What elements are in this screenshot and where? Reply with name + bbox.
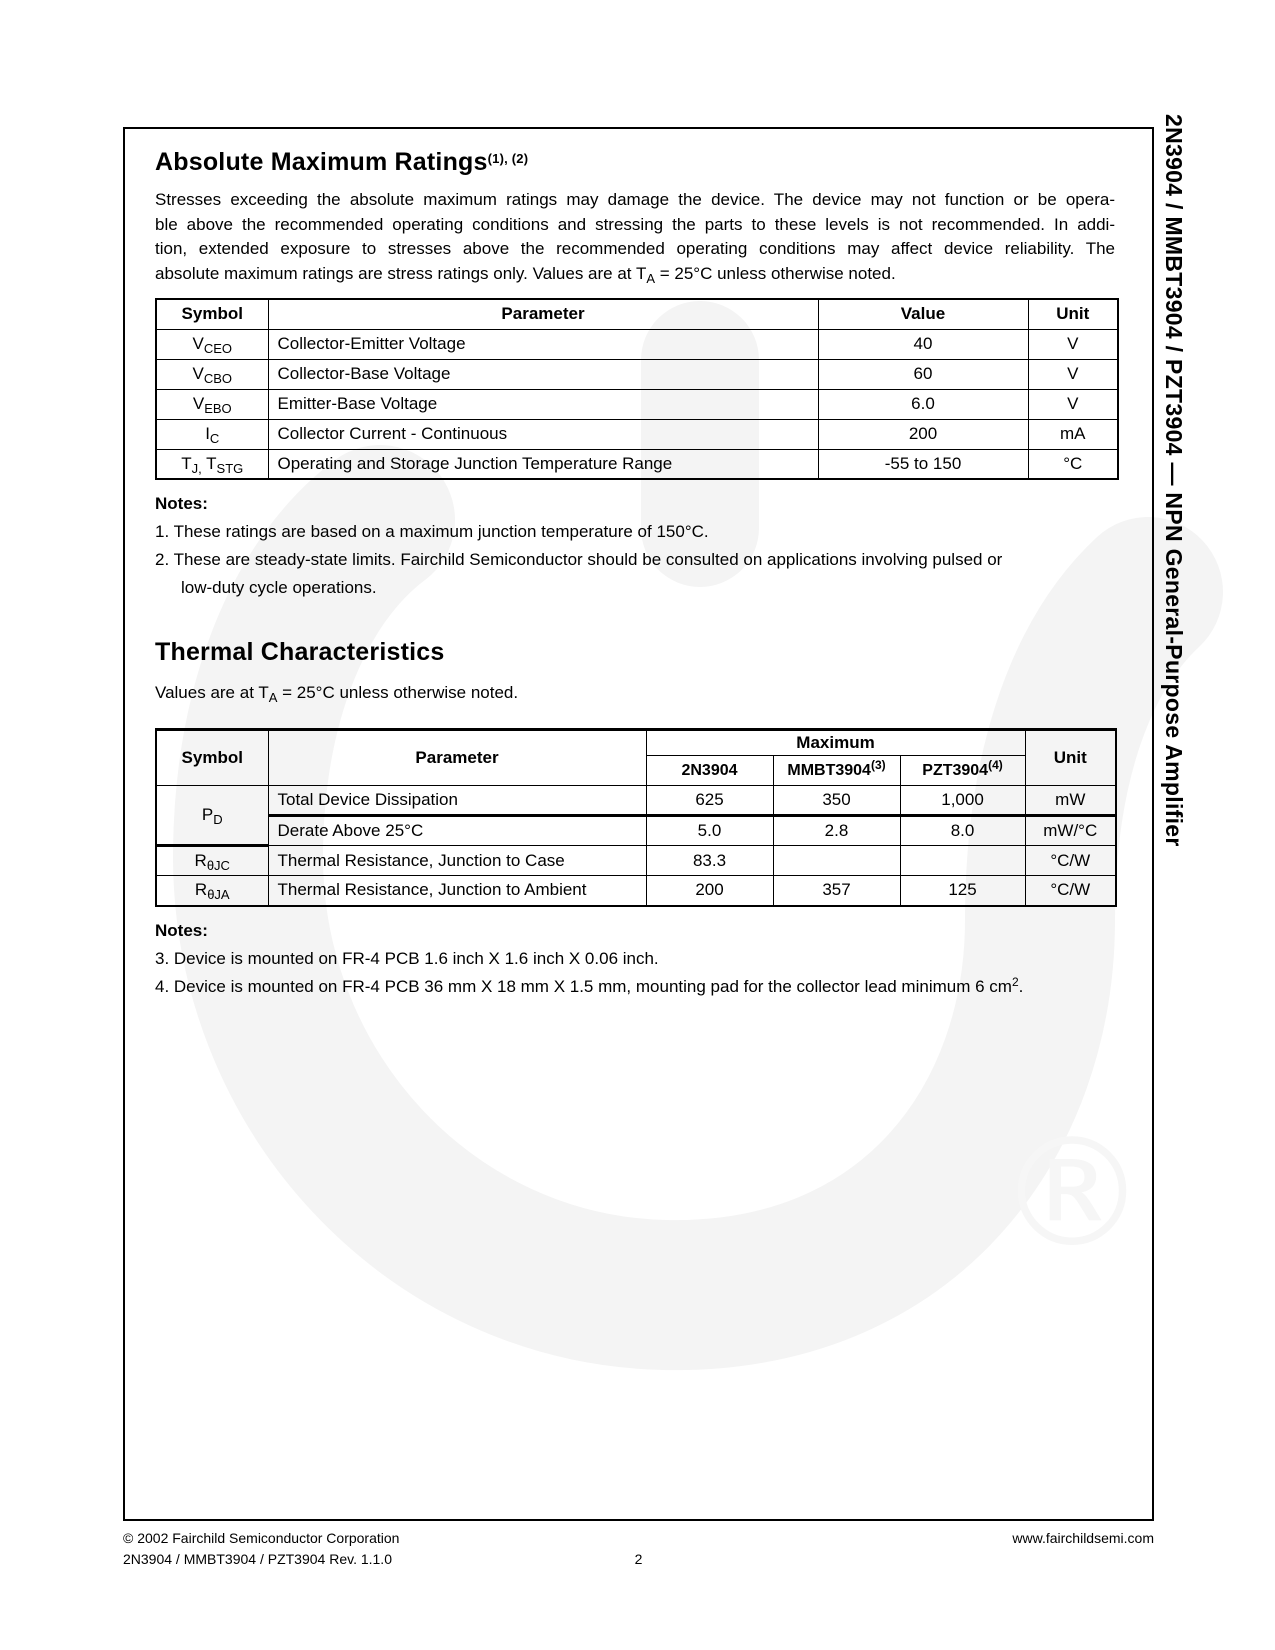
parameter-cell: Derate Above 25°C <box>268 816 646 846</box>
symbol-base: P <box>201 805 214 824</box>
col-header-pzt3904 <box>900 756 1025 786</box>
note-3: 3. Device is mounted on FR-4 PCB 1.6 inch X 1.6 inch X 0.06 inch. <box>155 948 659 968</box>
col-header-mmbt3904 <box>773 756 900 786</box>
header-text: PZT3904 <box>922 761 989 779</box>
value-cell: 5.0 <box>646 816 773 846</box>
symbol-subscript: θJA <box>207 887 230 903</box>
symbol-cell <box>156 876 268 906</box>
header-text: MMBT3904 <box>787 761 871 779</box>
unit-cell: V <box>1028 359 1118 389</box>
value-cell <box>773 846 900 876</box>
note-4 <box>155 973 1115 1001</box>
note-text: 4. Device is mounted on FR-4 PCB 36 mm X 18 mm X 1.5 mm, mounting pad for the collector lead minimum 6 cm <box>155 976 1012 996</box>
title-text: Absolute Maximum Ratings <box>155 148 488 176</box>
symbol-cell <box>156 449 268 479</box>
superscript-2: 2 <box>1011 974 1019 989</box>
content-border-box <box>123 127 1154 1521</box>
intro-line: ble above the recommended operating conditions and stressing the parts to these levels is not recommended. In addi- <box>155 214 1115 234</box>
table-header-row <box>156 299 1118 329</box>
value-cell: 1,000 <box>900 786 1025 816</box>
symbol-subscript: D <box>213 812 223 827</box>
col-header-parameter: Parameter <box>268 299 818 329</box>
thermal-intro-line <box>155 680 1115 705</box>
parameter-cell: Thermal Resistance, Junction to Case <box>268 846 646 876</box>
value-cell: 625 <box>646 786 773 816</box>
intro-text: Values are at T <box>155 683 269 702</box>
symbol-subscript: STG <box>216 460 244 476</box>
table-row <box>156 786 1116 816</box>
note-text: . <box>1018 976 1024 996</box>
value-cell: 2.8 <box>773 816 900 846</box>
col-header-parameter: Parameter <box>268 730 646 786</box>
note-reference: (4) <box>988 757 1003 772</box>
table-row <box>156 389 1118 419</box>
abs-max-intro-paragraph <box>155 188 1115 286</box>
table-row <box>156 876 1116 906</box>
col-header-maximum: Maximum <box>646 730 1025 756</box>
intro-text: = 25°C unless otherwise noted. <box>277 683 519 702</box>
symbol-base: R <box>194 851 207 870</box>
col-header-unit: Unit <box>1025 730 1116 786</box>
intro-line: Stresses exceeding the absolute maximum ratings may damage the device. The device may not function or be opera- <box>155 190 1115 209</box>
parameter-cell: Operating and Storage Junction Temperature Range <box>268 449 818 479</box>
col-header-symbol: Symbol <box>156 299 268 329</box>
intro-text: = 25°C unless otherwise noted. <box>655 263 896 283</box>
value-cell: 60 <box>818 359 1028 389</box>
value-cell: 200 <box>818 419 1028 449</box>
table-row <box>156 449 1118 479</box>
table-row <box>156 419 1118 449</box>
symbol-subscript: C <box>209 431 220 446</box>
symbol-cell <box>156 329 268 359</box>
footer-row-top <box>123 1528 1154 1549</box>
thermal-characteristics-table <box>155 728 1117 907</box>
symbol-subscript: J, <box>191 460 202 476</box>
unit-cell: V <box>1028 329 1118 359</box>
thermal-notes-label: Notes: <box>155 920 208 940</box>
value-cell: 40 <box>818 329 1028 359</box>
table-row <box>156 329 1118 359</box>
col-header-symbol: Symbol <box>156 730 268 786</box>
value-cell: 357 <box>773 876 900 906</box>
symbol-base: T <box>181 453 192 473</box>
symbol-cell <box>156 359 268 389</box>
abs-max-notes-label: Notes: <box>155 494 208 513</box>
parameter-cell: Collector-Base Voltage <box>268 359 818 389</box>
value-cell: 6.0 <box>818 389 1028 419</box>
footer-page-number: 2 <box>634 1551 643 1567</box>
sidebar-part-title: 2N3904 / MMBT3904 / PZT3904 — NPN General-Purpose Amplifier <box>1161 114 1187 847</box>
unit-cell: mW <box>1025 786 1116 816</box>
col-header-2n3904: 2N3904 <box>646 756 773 786</box>
unit-cell: V <box>1028 389 1118 419</box>
title-note-references: (1), (2) <box>487 151 529 166</box>
intro-text: absolute maximum ratings are stress ratings only. Values are at T <box>155 263 647 283</box>
note-2: 2. These are steady-state limits. Fairchild Semiconductor should be consulted on applications involving pulsed or <box>155 550 1003 569</box>
symbol-subscript: θJC <box>206 858 230 873</box>
parameter-cell: Total Device Dissipation <box>268 786 646 816</box>
value-cell: 125 <box>900 876 1025 906</box>
value-cell: 8.0 <box>900 816 1025 846</box>
parameter-cell: Collector Current - Continuous <box>268 419 818 449</box>
value-cell: 200 <box>646 876 773 906</box>
subscript-A: A <box>268 690 278 705</box>
symbol-base: R <box>194 880 208 900</box>
registered-trademark-watermark: ® <box>997 1107 1147 1281</box>
absolute-maximum-ratings-table <box>155 298 1119 480</box>
table-row <box>156 846 1116 876</box>
subscript-A: A <box>646 270 655 286</box>
symbol-base: V <box>192 334 204 353</box>
unit-cell: mW/°C <box>1025 816 1116 846</box>
symbol-subscript: EBO <box>204 401 232 416</box>
value-cell: 350 <box>773 786 900 816</box>
footer-copyright: © 2002 Fairchild Semiconductor Corporation <box>123 1530 400 1546</box>
symbol-base: V <box>192 364 204 383</box>
footer-row-bottom <box>123 1549 1154 1570</box>
symbol-cell <box>156 419 268 449</box>
table-row <box>156 816 1116 846</box>
symbol-subscript: CEO <box>203 341 232 356</box>
parameter-cell: Emitter-Base Voltage <box>268 389 818 419</box>
col-header-unit: Unit <box>1028 299 1118 329</box>
value-cell <box>900 846 1025 876</box>
unit-cell: °C/W <box>1025 846 1116 876</box>
parameter-cell: Collector-Emitter Voltage <box>268 329 818 359</box>
parameter-cell: Thermal Resistance, Junction to Ambient <box>268 876 646 906</box>
unit-cell: °C <box>1028 449 1118 479</box>
symbol-base: I <box>205 424 210 443</box>
value-cell: 83.3 <box>646 846 773 876</box>
note-2-continued: low-duty cycle operations. <box>181 578 377 597</box>
unit-cell: °C/W <box>1025 876 1116 906</box>
footer-revision: 2N3904 / MMBT3904 / PZT3904 Rev. 1.1.0 <box>123 1551 392 1567</box>
note-1: 1. These ratings are based on a maximum junction temperature of 150°C. <box>155 522 709 541</box>
note-reference: (3) <box>870 757 886 772</box>
symbol-base: T <box>201 453 217 473</box>
symbol-cell <box>156 389 268 419</box>
symbol-subscript: CBO <box>203 371 232 386</box>
footer-website-link[interactable]: www.fairchildsemi.com <box>1012 1530 1154 1546</box>
table-row <box>156 359 1118 389</box>
page-footer <box>123 1528 1154 1570</box>
col-header-value: Value <box>818 299 1028 329</box>
table-header-row <box>156 730 1116 756</box>
unit-cell: mA <box>1028 419 1118 449</box>
absolute-maximum-ratings-title <box>155 148 1115 177</box>
intro-line: tion, extended exposure to stresses above the recommended operating conditions may affect device reliability. The <box>155 239 1115 258</box>
symbol-cell <box>156 846 268 876</box>
thermal-characteristics-title: Thermal Characteristics <box>155 638 445 666</box>
symbol-base: V <box>192 394 205 413</box>
value-cell: -55 to 150 <box>818 449 1028 479</box>
intro-line <box>155 262 1115 287</box>
symbol-cell <box>156 786 268 846</box>
